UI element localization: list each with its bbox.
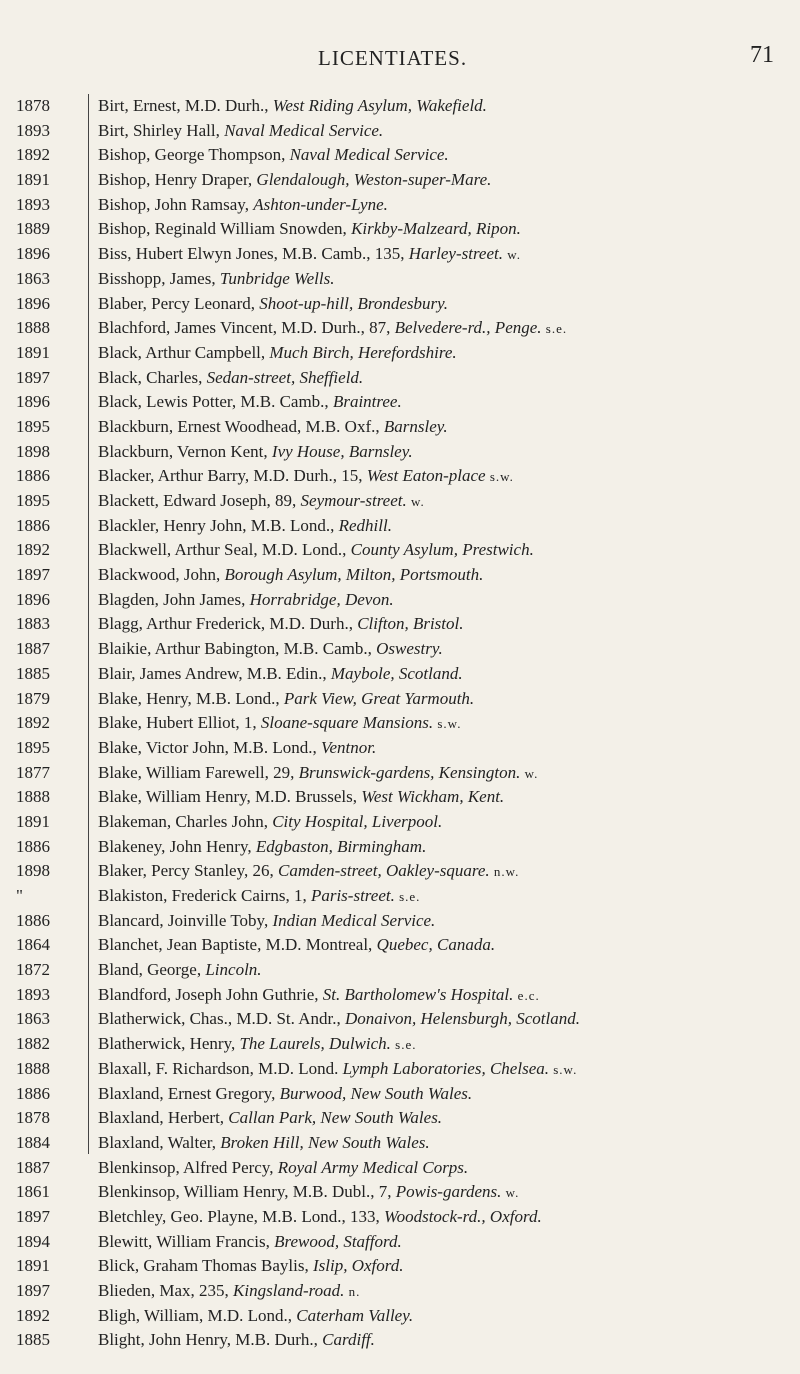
entry-name: Blaxland, Walter, <box>98 1132 221 1152</box>
entry-name: Bletchley, Geo. Playne, M.B. Lond., 133, <box>98 1206 384 1226</box>
entry-address: Indian Medical Service. <box>272 910 436 930</box>
entry-address: Park View, Great Yarmouth. <box>283 688 475 708</box>
list-item <box>98 1032 788 1057</box>
entry-year: 1894 <box>16 1231 50 1251</box>
list-item <box>98 415 788 440</box>
page-header <box>0 42 800 86</box>
list-item <box>98 316 788 341</box>
entry-name: Bishop, Reginald William Snowden, <box>98 219 352 239</box>
entry-year: 1892 <box>16 713 50 733</box>
entry-address: Caterham Valley. <box>296 1305 414 1325</box>
entry-address: Ventnor. <box>320 737 377 757</box>
list-item <box>98 267 788 292</box>
list-item <box>98 1082 788 1107</box>
list-item <box>98 538 788 563</box>
entry-address: Ivy House, Barnsley. <box>271 441 413 461</box>
entry-name: Blatherwick, Chas., M.D. St. Andr., <box>98 1009 345 1029</box>
list-item <box>98 489 788 514</box>
list-item <box>98 835 788 860</box>
list-item <box>98 1230 788 1255</box>
entry-name: Blakiston, Frederick Cairns, 1, <box>98 886 311 905</box>
entry-year: 1892 <box>16 1305 50 1325</box>
list-item <box>98 637 788 662</box>
list-item <box>98 1304 788 1329</box>
entry-address: St. Bartholomew's Hospital. <box>322 984 514 1004</box>
entry-name: Blaker, Percy Stanley, 26, <box>98 861 278 881</box>
entry-name: Blachford, James Vincent, M.D. Durh., 87, <box>98 318 395 338</box>
entry-year: 1878 <box>16 1108 50 1128</box>
entry-name: Blake, Hubert Elliot, 1, <box>98 713 261 733</box>
entry-address: Burwood, New South Wales. <box>279 1083 473 1103</box>
entry-name: Blaikie, Arthur Babington, M.B. Camb., <box>98 639 377 659</box>
entry-year: 1878 <box>16 96 50 115</box>
entry-name: Black, Arthur Campbell, <box>98 342 270 362</box>
entry-address: Horrabridge, Devon. <box>249 589 394 609</box>
entry-year: 1882 <box>16 1034 50 1054</box>
entry-address: Shoot-up-hill, Brondesbury. <box>259 293 448 313</box>
entry-address: Belvedere-rd., Penge. <box>394 318 542 338</box>
entry-year: 1892 <box>16 145 50 165</box>
entry-district: e.c. <box>517 987 540 1003</box>
list-item <box>98 514 788 539</box>
entry-name: Blair, James Andrew, M.B. Edin., <box>98 663 331 683</box>
entry-year: 1896 <box>16 392 50 412</box>
entry-name: Bisshopp, James, <box>98 268 220 288</box>
entry-year: 1885 <box>16 1330 50 1350</box>
entry-name: Blancard, Joinville Toby, <box>98 910 273 930</box>
entry-year: 1886 <box>16 910 50 930</box>
entry-name: Blagg, Arthur Frederick, M.D. Durh., <box>98 614 358 634</box>
entry-year: 1887 <box>16 1157 50 1177</box>
list-item <box>98 390 788 415</box>
entry-address: Quebec, Canada. <box>376 935 496 955</box>
entry-year: 1891 <box>16 1256 50 1276</box>
entry-name: Blake, Henry, M.B. Lond., <box>98 688 284 708</box>
entry-address: West Wickham, Kent. <box>361 787 505 807</box>
entry-year: 1885 <box>16 663 50 683</box>
column-divider <box>88 94 89 1154</box>
entry-name: Blatherwick, Henry, <box>98 1034 240 1054</box>
entry-address: Royal Army Medical Corps. <box>277 1157 469 1177</box>
entry-address: Powis-gardens. <box>395 1182 502 1202</box>
entry-address: Broken Hill, New South Wales. <box>220 1132 430 1152</box>
entry-name: Blackwell, Arthur Seal, M.D. Lond., <box>98 540 351 560</box>
entry-year: " <box>16 886 23 905</box>
entry-address: Camden-street, Oakley-square. <box>277 861 490 881</box>
entry-address: Naval Medical Service. <box>289 145 449 165</box>
list-item <box>98 1279 788 1304</box>
list-item <box>98 143 788 168</box>
entry-name: Bishop, Henry Draper, <box>98 170 257 190</box>
entry-name: Blaxall, F. Richardson, M.D. Lond. <box>98 1058 343 1078</box>
entry-address: Maybole, Scotland. <box>330 663 463 683</box>
list-item <box>98 785 788 810</box>
entry-name: Bishop, John Ramsay, <box>98 194 254 214</box>
entry-name: Blacker, Arthur Barry, M.D. Durh., 15, <box>98 466 367 486</box>
entry-year: 1895 <box>16 491 50 510</box>
list-item <box>98 464 788 489</box>
entry-name: Blaxland, Ernest Gregory, <box>98 1083 280 1103</box>
entry-name: Blake, William Farewell, 29, <box>98 762 299 782</box>
list-item <box>98 1205 788 1230</box>
entry-name: Blagden, John James, <box>98 589 250 609</box>
entry-year: 1896 <box>16 244 50 264</box>
entry-address: Lymph Laboratories, Chelsea. <box>342 1058 549 1078</box>
entry-year: 1888 <box>16 318 50 338</box>
entry-name: Blick, Graham Thomas Baylis, <box>98 1256 313 1276</box>
entry-address: Sloane-square Mansions. <box>260 713 434 733</box>
entry-name: Blight, John Henry, M.B. Durh., <box>98 1330 323 1350</box>
list-item <box>98 1106 788 1131</box>
entry-district: n.w. <box>493 864 520 880</box>
entry-address: Islip, Oxford. <box>313 1256 404 1276</box>
entry-name: Blackburn, Vernon Kent, <box>98 441 272 461</box>
entry-year: 1897 <box>16 1206 50 1226</box>
entry-address: Oswestry. <box>376 639 443 659</box>
entry-address: Clifton, Bristol. <box>357 614 464 634</box>
entry-name: Blenkinsop, Alfred Percy, <box>98 1157 278 1177</box>
entry-district: s.e. <box>399 889 421 904</box>
list-item <box>98 612 788 637</box>
list-item <box>98 217 788 242</box>
entry-district: s.w. <box>437 716 462 732</box>
entry-name: Blake, Victor John, M.B. Lond., <box>98 737 321 757</box>
entry-address: Lincoln. <box>205 960 262 980</box>
entry-year: 1897 <box>16 1281 50 1300</box>
entry-name: Blenkinsop, William Henry, M.B. Dubl., 7, <box>98 1182 396 1202</box>
list-item <box>98 366 788 391</box>
entry-year: 1897 <box>16 565 50 585</box>
list-item <box>98 1180 788 1205</box>
entry-address: Redhill. <box>338 515 392 535</box>
entry-year: 1879 <box>16 688 50 708</box>
list-item <box>98 1131 788 1156</box>
list-item <box>98 1007 788 1032</box>
entry-name: Blaxland, Herbert, <box>98 1108 229 1128</box>
entry-year: 1877 <box>16 762 50 782</box>
entry-address: City Hospital, Liverpool. <box>272 811 443 831</box>
entry-address: Cardiff. <box>322 1330 375 1350</box>
entry-address: West Eaton-place <box>366 466 486 486</box>
list-item <box>98 1328 788 1353</box>
entry-year: 1872 <box>16 960 50 980</box>
entry-name: Blackwood, John, <box>98 565 225 585</box>
entry-name: Blaber, Percy Leonard, <box>98 293 260 313</box>
entry-name: Blake, William Henry, M.D. Brussels, <box>98 787 362 807</box>
list-item <box>98 1254 788 1279</box>
list-item <box>98 242 788 267</box>
list-item <box>98 1156 788 1181</box>
entry-address: West Riding Asylum, Wakefield. <box>272 96 487 115</box>
entry-name: Blewitt, William Francis, <box>98 1231 275 1251</box>
entry-year: 1896 <box>16 293 50 313</box>
list-item <box>98 193 788 218</box>
entry-district: w. <box>505 1185 520 1201</box>
entry-address: County Asylum, Prestwich. <box>350 540 534 560</box>
list-item <box>98 859 788 884</box>
entry-name: Blackburn, Ernest Woodhead, M.B. Oxf., <box>98 416 384 436</box>
year-column <box>16 94 86 1353</box>
entry-column <box>98 94 788 1353</box>
entry-district: w. <box>524 765 539 781</box>
entry-year: 1891 <box>16 811 50 831</box>
entry-address: Tunbridge Wells. <box>219 268 335 288</box>
entry-address: The Laurels, Dulwich. <box>239 1034 391 1054</box>
entry-address: Much Birch, Herefordshire. <box>269 342 457 362</box>
list-item <box>98 736 788 761</box>
entry-year: 1861 <box>16 1182 50 1202</box>
entry-year: 1886 <box>16 1083 50 1103</box>
list-item <box>98 94 788 119</box>
entry-address: Brewood, Stafford. <box>274 1231 402 1251</box>
entry-name: Birt, Ernest, M.D. Durh., <box>98 96 273 115</box>
entry-name: Birt, Shirley Hall, <box>98 120 225 140</box>
list-item <box>98 983 788 1008</box>
entry-district: s.e. <box>545 321 568 337</box>
entry-year: 1884 <box>16 1132 50 1152</box>
list-item <box>98 958 788 983</box>
entry-address: Glendalough, Weston-super-Mare. <box>256 170 492 190</box>
entry-district: s.w. <box>489 469 514 485</box>
entry-district: w. <box>507 247 522 263</box>
entry-name: Blandford, Joseph John Guthrie, <box>98 984 323 1004</box>
entry-year: 1888 <box>16 787 50 807</box>
list-item <box>98 933 788 958</box>
entry-year: 1888 <box>16 1058 50 1078</box>
entry-district: w. <box>411 494 425 509</box>
list-item <box>98 168 788 193</box>
entry-year: 1863 <box>16 1009 50 1029</box>
entry-name: Blackler, Henry John, M.B. Lond., <box>98 515 339 535</box>
entry-name: Bishop, George Thompson, <box>98 145 290 165</box>
list-item <box>98 884 788 909</box>
entry-address: Donaivon, Helensburgh, Scotland. <box>344 1009 580 1029</box>
list-item <box>98 563 788 588</box>
entry-year: 1891 <box>16 170 50 190</box>
entry-name: Blanchet, Jean Baptiste, M.D. Montreal, <box>98 935 377 955</box>
entry-address: Kingsland-road. <box>233 1281 345 1300</box>
list-item <box>98 119 788 144</box>
list-item <box>98 1057 788 1082</box>
list-item <box>98 662 788 687</box>
list-item <box>98 588 788 613</box>
entry-address: Paris-street. <box>310 886 395 905</box>
entry-address: Kirkby-Malzeard, Ripon. <box>351 219 521 239</box>
entry-year: 1897 <box>16 367 50 387</box>
list-item <box>98 687 788 712</box>
entry-year: 1893 <box>16 120 50 140</box>
running-title: LICENTIATES. <box>318 46 468 70</box>
entry-year: 1898 <box>16 861 50 881</box>
entry-address: Callan Park, New South Wales. <box>228 1108 443 1128</box>
entry-name: Bligh, William, M.D. Lond., <box>98 1305 297 1325</box>
list-item <box>98 341 788 366</box>
list-item <box>98 810 788 835</box>
entry-year: 1892 <box>16 540 50 560</box>
entry-year: 1893 <box>16 984 50 1004</box>
entry-address: Sedan-street, Sheffield. <box>206 367 364 387</box>
entry-year: 1889 <box>16 219 50 239</box>
entry-address: Borough Asylum, Milton, Portsmouth. <box>224 565 484 585</box>
entry-year: 1898 <box>16 441 50 461</box>
entry-name: Black, Lewis Potter, M.B. Camb., <box>98 392 333 412</box>
entry-address: Barnsley. <box>383 416 448 436</box>
entry-address: Harley-street. <box>408 244 503 264</box>
entry-name: Blakeman, Charles John, <box>98 811 273 831</box>
entry-district: s.e. <box>395 1037 417 1053</box>
list-item <box>98 292 788 317</box>
entry-year: 1886 <box>16 836 50 856</box>
entry-district: n. <box>348 1284 361 1299</box>
entry-year: 1864 <box>16 935 50 955</box>
entry-name: Blieden, Max, 235, <box>98 1281 234 1300</box>
entry-year: 1895 <box>16 416 50 436</box>
entry-year: 1891 <box>16 342 50 362</box>
entry-year: 1887 <box>16 639 50 659</box>
list-item <box>98 440 788 465</box>
entry-address: Ashton-under-Lyne. <box>253 194 388 214</box>
list-item <box>98 909 788 934</box>
entry-address: Seymour-street. <box>300 491 407 510</box>
entry-year: 1886 <box>16 466 50 486</box>
entry-name: Black, Charles, <box>98 367 207 387</box>
entry-address: Naval Medical Service. <box>224 120 384 140</box>
entry-year: 1863 <box>16 268 50 288</box>
entry-district: s.w. <box>553 1061 578 1077</box>
entry-address: Edgbaston, Birmingham. <box>255 836 427 856</box>
entry-address: Brunswick-gardens, Kensington. <box>298 762 521 782</box>
entry-year: 1886 <box>16 515 50 535</box>
entry-year: 1895 <box>16 737 50 757</box>
page-number: 71 <box>750 42 774 68</box>
entry-address: Braintree. <box>332 392 402 412</box>
entry-name: Blakeney, John Henry, <box>98 836 256 856</box>
entry-address: Woodstock-rd., Oxford. <box>383 1206 542 1226</box>
entry-year: 1883 <box>16 614 50 634</box>
entry-year: 1896 <box>16 589 50 609</box>
entry-name: Bland, George, <box>98 960 206 980</box>
entry-name: Blackett, Edward Joseph, 89, <box>98 491 301 510</box>
entry-year: 1893 <box>16 194 50 214</box>
list-item <box>98 761 788 786</box>
entry-name: Biss, Hubert Elwyn Jones, M.B. Camb., 135, <box>98 244 409 264</box>
list-item <box>98 711 788 736</box>
